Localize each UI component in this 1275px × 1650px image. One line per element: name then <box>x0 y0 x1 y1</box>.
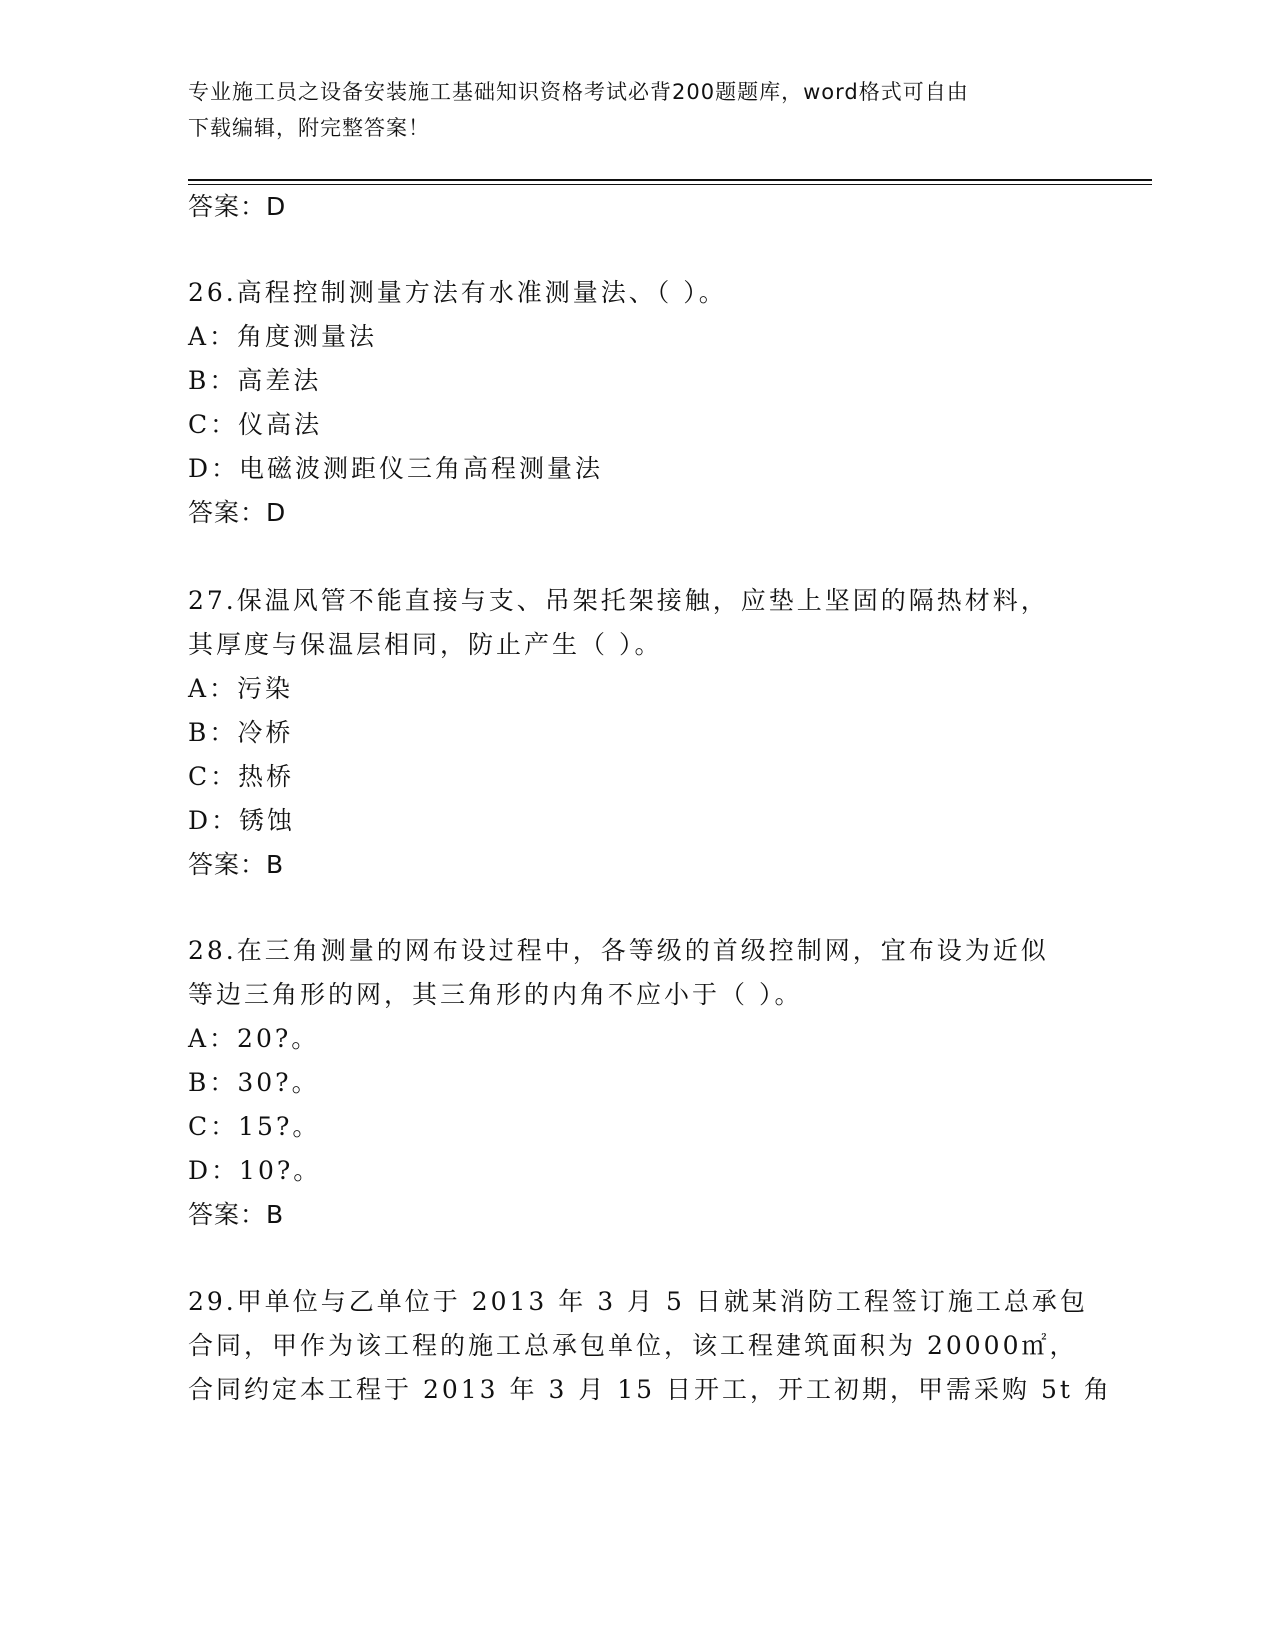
header-line-2: 下载编辑，附完整答案！ <box>188 116 430 140</box>
question-27-option-a: A：污染 <box>188 674 294 703</box>
question-27-stem-line-2: 其厚度与保温层相同，防止产生（ ）。 <box>188 630 663 659</box>
question-26-option-a: A：角度测量法 <box>188 322 378 351</box>
document-header <box>188 74 1068 146</box>
question-29-stem-line-3: 合同约定本工程于 2013 年 3 月 15 日开工，开工初期，甲需采购 5t 角 <box>188 1375 1112 1404</box>
question-28-answer: 答案：B <box>188 1200 285 1229</box>
question-26-option-d: D：电磁波测距仪三角高程测量法 <box>188 454 604 483</box>
question-28-option-a: A：20?。 <box>188 1024 320 1053</box>
header-line-1: 专业施工员之设备安装施工基础知识资格考试必背200题题库，word格式可自由 <box>188 80 969 104</box>
question-28-option-b: B：30?。 <box>188 1068 320 1097</box>
question-26-option-c: C：仪高法 <box>188 410 323 439</box>
header-rule-thin <box>188 184 1152 185</box>
question-26-answer: 答案：D <box>188 498 287 527</box>
question-27-option-d: D：锈蚀 <box>188 806 296 835</box>
question-28-stem-line-1: 28.在三角测量的网布设过程中，各等级的首级控制网，宜布设为近似 <box>188 936 1049 965</box>
prev-question-answer: 答案：D <box>188 192 287 221</box>
header-rule-thick <box>188 179 1152 181</box>
question-27-stem-line-1: 27.保温风管不能直接与支、吊架托架接触，应垫上坚固的隔热材料， <box>188 586 1049 615</box>
question-28-option-c: C：15?。 <box>188 1112 321 1141</box>
question-28-stem-line-2: 等边三角形的网，其三角形的内角不应小于（ ）。 <box>188 980 803 1009</box>
question-26-option-b: B：高差法 <box>188 366 322 395</box>
question-27-answer: 答案：B <box>188 850 285 879</box>
question-27-option-c: C：热桥 <box>188 762 295 791</box>
question-29-stem-line-1: 29.甲单位与乙单位于 2013 年 3 月 5 日就某消防工程签订施工总承包 <box>188 1287 1088 1316</box>
question-28-option-d: D：10?。 <box>188 1156 322 1185</box>
question-29-stem-line-2: 合同，甲作为该工程的施工总承包单位，该工程建筑面积为 20000㎡， <box>188 1331 1078 1360</box>
question-26-stem: 26.高程控制测量方法有水准测量法、（ ）。 <box>188 278 727 307</box>
question-27-option-b: B：冷桥 <box>188 718 294 747</box>
